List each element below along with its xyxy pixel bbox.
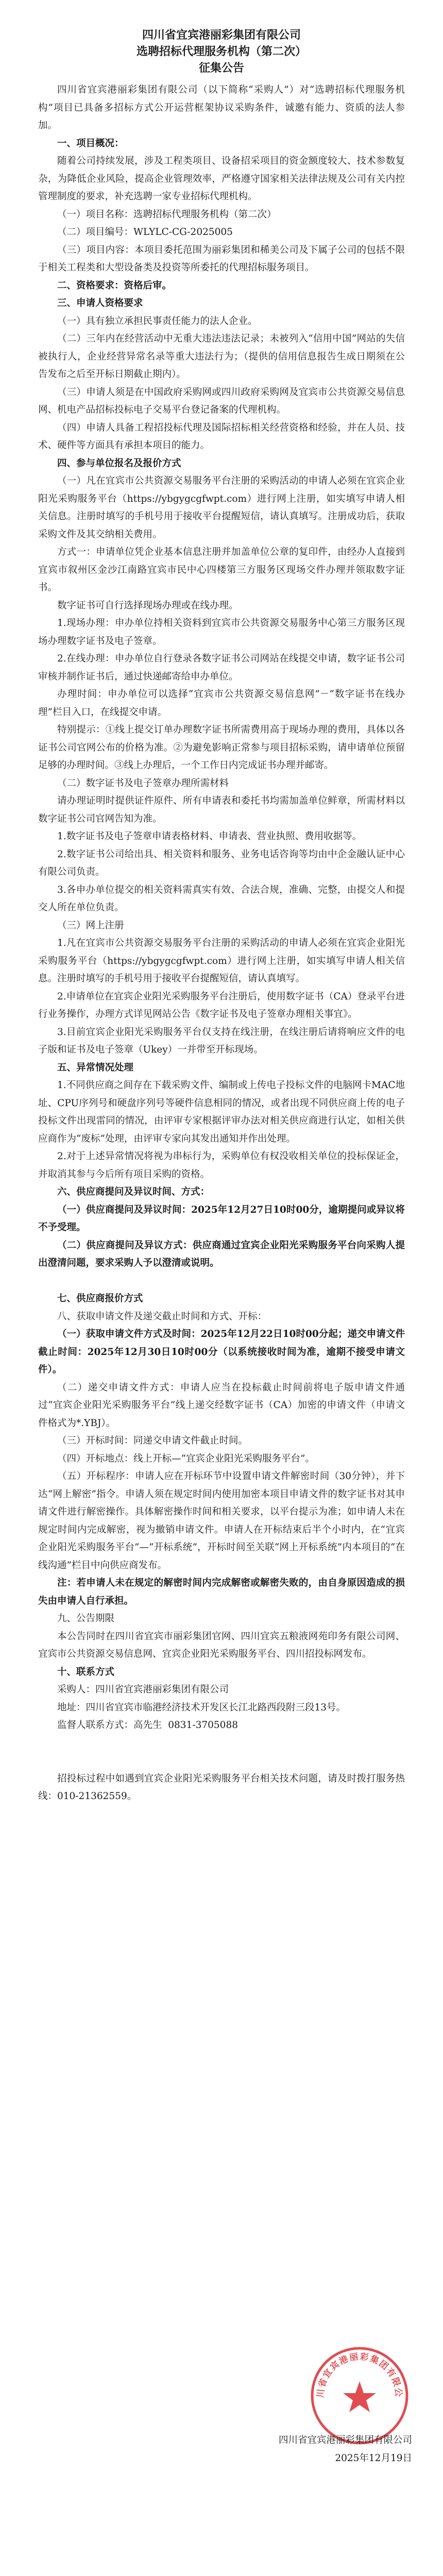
title-gap: [38, 76, 405, 81]
paragraph: （三）开标时间：同递交申请文件截止时间。: [57, 1435, 248, 1446]
paragraph: （一）具有独立承担民事责任能力的法人企业。: [57, 315, 258, 327]
paragraph: 请办理证明时提供证件原件、所有申请表和委托书均需加盖单位鲜章，所需材料以数字证书公司官网告知为准。: [38, 795, 405, 824]
section-heading: 注：若申请人未在规定的解密时间内完成解密或解密失败的，由自身原因造成的损失由申请人自行承担。: [38, 1578, 405, 1606]
paragraph: （三）申请人须是在中国政府采购网或四川政府采购网及宜宾市公共资源交易信息网、机电产品招标投标电子交易平台登记备案的代理机构。: [38, 386, 405, 415]
paragraph: 采购人：四川省宜宾港丽彩集团有限公司: [57, 1684, 229, 1695]
section-heading: 五、异常情况处理: [57, 1062, 134, 1073]
paragraph: （二）递交申请文件方式：申请人应当在投标截止时间前将电子版申请文件通过“宜宾企业阳光采购服务平台”线上递交经数字证书（CA）加密的申请文件（申请文件格式为*.YBJ）。: [38, 1382, 405, 1429]
paragraph: 3.目前宜宾企业阳光采购服务平台仅支持在线注册，在线注册后请将响应文件的电子版和证书及电子签章（Ukey）一并带至开标现场。: [38, 1026, 405, 1055]
paragraph: 招投标过程中如遇到宜宾企业阳光采购服务平台相关技术问题，请及时拨打服务热线：010-21362559。: [38, 1773, 405, 1802]
paragraph: （二）项目编号：WLYLC-CG-2025005: [57, 227, 233, 238]
paragraph: （三）网上注册: [57, 920, 124, 931]
paragraph: （二）三年内在经营活动中无重大违法违法记录；未被列入“信用中国”网站的失信被执行人，企业经营异常名录等重大违法行为；（提供的信用信息报告生成日期须在公告发布之后至开标日期截止期内）。: [38, 333, 405, 380]
paragraph: 方式一：申请单位凭企业基本信息注册并加盖单位公章的复印件，由经办人直接到宜宾市叙州区金沙江南路宜宾市民中心四楼第三方服务区现场交件办理并领取数字证书。: [38, 547, 405, 593]
paragraph: 1.不同供应商之间存在下载采购文件、编制或上传电子投标文件的电脑网卡MAC地址、CPU序列号和硬盘序列号等硬件信息相同的情况，或者出现不同供应商上传的电子投标文件出现雷同的情况，由评审专家根据评审办法对相关供应商进行认定，如相关供应商作为“废标”处理，由评审专家向其发出通知并作出处理。: [38, 1080, 405, 1144]
paragraph: 监督人联系方式：高先生 0831-3705088: [57, 1720, 238, 1731]
paragraph: 八、获取申请文件及递交截止时间和方式、开标：: [57, 1311, 267, 1322]
paragraph: 九、公告期限: [57, 1613, 115, 1624]
paragraph: 1.凡在宜宾市公共资源交易服务平台注册的采购活动的申请人必须在宜宾企业阳光采购服务平台（https://ybgygcgfwpt.com）进行网上注册，如实填写申请人相关信息。注册时填写的手机号用于接收平台提醒短信，请认真填写。: [38, 938, 405, 984]
signature-block: [247, 2432, 412, 2467]
paragraph: 2.对于上述异常情况将视为串标行为，采购单位有权没收相关单位的投标保证金，并取消其参与今后所有项目采购的资格。: [38, 1151, 405, 1180]
document-body: [38, 27, 405, 1806]
section-heading: （二）供应商提问及异议方式：供应商通过宜宾企业阳光采购服务平台向采购人提出澄清问题，要求采购人予以澄清或说明。: [38, 1240, 405, 1268]
blank-line: [38, 1735, 405, 1753]
paragraph: （三）项目内容：本项目委托范围为丽彩集团和稀美公司及下属子公司的包括不限于相关工程类和大型设备类及投资等所委托的代理招标服务项目。: [38, 244, 405, 273]
paragraph: （一）项目名称：选聘招标代理服务机构（第二次）: [57, 209, 277, 220]
section-heading: 二、资格要求：资格后审。: [57, 280, 172, 291]
blank-line: [38, 1273, 405, 1291]
paragraph: 地址：四川省宜宾市临港经济技术开发区长江北路西段附三段13号。: [57, 1702, 346, 1713]
paragraph: （二）数字证书及电子签章办理所需材料: [57, 777, 229, 789]
paragraph: （四）开标地点：线上开标—“宜宾企业阳光采购服务平台”。: [57, 1453, 315, 1464]
section-heading: （一）获取申请文件方式及时间：2025年12月22日10时00分起；递交申请文件截止时间：2025年12月30日10时00分（以系统接收时间为准，逾期不接受申请文件）。: [38, 1329, 405, 1375]
svg-text:四川省宜宾港丽彩集团有限公司: 川省宜宾港丽彩集团有限公: [315, 2351, 404, 2398]
paragraph: 本公告同时在四川省宜宾市丽彩集团官网、四川宜宾五粮液网苑印务有限公司网、宜宾市公共资源交易信息网、宜宾企业阳光采购服务平台、四川招投标网发布。: [38, 1631, 405, 1659]
paragraph: 办理时间：申办单位可以选择“宜宾市公共资源交易信息网”－“数字证书在线办理”栏目入口，在线提交申请。: [38, 689, 405, 718]
section-heading: （一）供应商提问及异议时间：2025年12月27日10时00分，逾期提问或异议将不予受理。: [38, 1204, 405, 1233]
paragraph: 数字证书可自行选择现场办理或在线办理。: [57, 600, 238, 611]
paragraph: 2.申请单位在宜宾企业阳光采购服务平台注册后，使用数字证书（CA）登录平台进行业务操作，办理方式详见网站公告《数字证书及电子签章办理相关事宜》。: [38, 991, 405, 1020]
section-heading: 三、申请人资格要求: [57, 298, 143, 309]
title-line-3: 征集公告: [198, 61, 244, 75]
section-heading: 六、供应商提问及异议时间、方式：: [57, 1187, 210, 1197]
paragraph: （五）开标程序：申请人应在开标环节中设置申请文件解密时间（30分钟），并下达“网上解密”指令。申请人须在规定时间内使用加密本项目申请文件的数字证书对其申请文件进行解密操作。具体解密操作时间和相关要求，以平台提示为准；如申请人未在规定时间内完成解密，视为撤销申请文件。申请人在开标结束后半个小时内，在“宜宾企业阳光采购服务平台”—“开标系统”，开标时间至关联“网上开标系统”内本项目的“在线沟通”栏目中向供应商发布。: [38, 1471, 405, 1571]
paragraph: 2.数字证书公司给出具、相关资料和服务、业务电话咨询等均由中企金融认证中心有限公司负责。: [38, 849, 405, 877]
paragraph: 随着公司持续发展，涉及工程类项目、设备招采项目的资金额度较大、技术参数复杂，为降低企业风险，提高企业管理效率，严格遵守国家相关法律法规及公司有关内控管理制度的要求，补充选聘一家专业招标代理机构。: [38, 156, 405, 202]
blank-line: [38, 1752, 405, 1770]
paragraph: 1.数字证书及电子签章申请表格材料、申请表、营业执照、费用收据等。: [57, 831, 362, 842]
section-heading: 七、供应商报价方式: [57, 1293, 143, 1304]
paragraph: 3.各申办单位提交的相关资料需真实有效、合法合规，准确、完整，由提交人和提交人所在单位负责。: [38, 884, 405, 913]
paragraph: 2.在线办理：申办单位自行登录各数字证书公司网站在线提交申请，数字证书公司审核并制作证书后，通过快递邮寄给申办单位。: [38, 653, 405, 682]
section-heading: 四、参与单位报名及报价方式: [57, 457, 181, 469]
paragraph: 特别提示：①线上提交订单办理数字证书所需费用高于现场办理的费用，具体以各证书公司官网公布的价格为准。②为避免影响正常参与项目招标采购，请申请单位预留足够的办理时间。③线上办理后，一个工作日内完成证书办理并邮寄。: [38, 724, 405, 771]
section-heading: 十、联系方式: [57, 1666, 115, 1677]
paragraph: （四）申请人具备工程招投标代理及国际招标相关经营资格和经验，并在人员、技术、硬件等方面具有承担本项目的能力。: [38, 422, 405, 451]
section-heading: 一、项目概况：: [57, 138, 124, 149]
paragraph: 1.现场办理：申办单位持相关资料到宜宾市公共资源交易服务中心第三方服务区现场办理数字证书及电子签章。: [38, 618, 405, 647]
signature-date: 2025年12月19日: [335, 2452, 412, 2464]
signature-company: 四川省宜宾港丽彩集团有限公司: [278, 2435, 412, 2446]
paragraph-list: [38, 81, 405, 1806]
paragraph: （一）凡在宜宾市公共资源交易服务平台注册的采购活动的申请人必须在宜宾企业阳光采购服务平台（https://ybgygcgfwpt.com）进行网上注册，如实填写申请人相关信息。注册时填写的手机号用于接收平台提醒短信，请认真填写。注册成功后，获取采购文件及其交纳相关费用。: [38, 476, 405, 540]
title-line-1: 四川省宜宾港丽彩集团有限公司: [142, 28, 301, 42]
paragraph: 四川省宜宾港丽彩集团有限公司（以下简称“采购人”）对“选聘招标代理服务机构”项目已具备多招标方式公开运营框架协议采购条件，诚邀有能力、资质的法人参加。: [38, 84, 405, 131]
title-line-2: 选聘招标代理服务机构（第二次）: [136, 45, 306, 58]
